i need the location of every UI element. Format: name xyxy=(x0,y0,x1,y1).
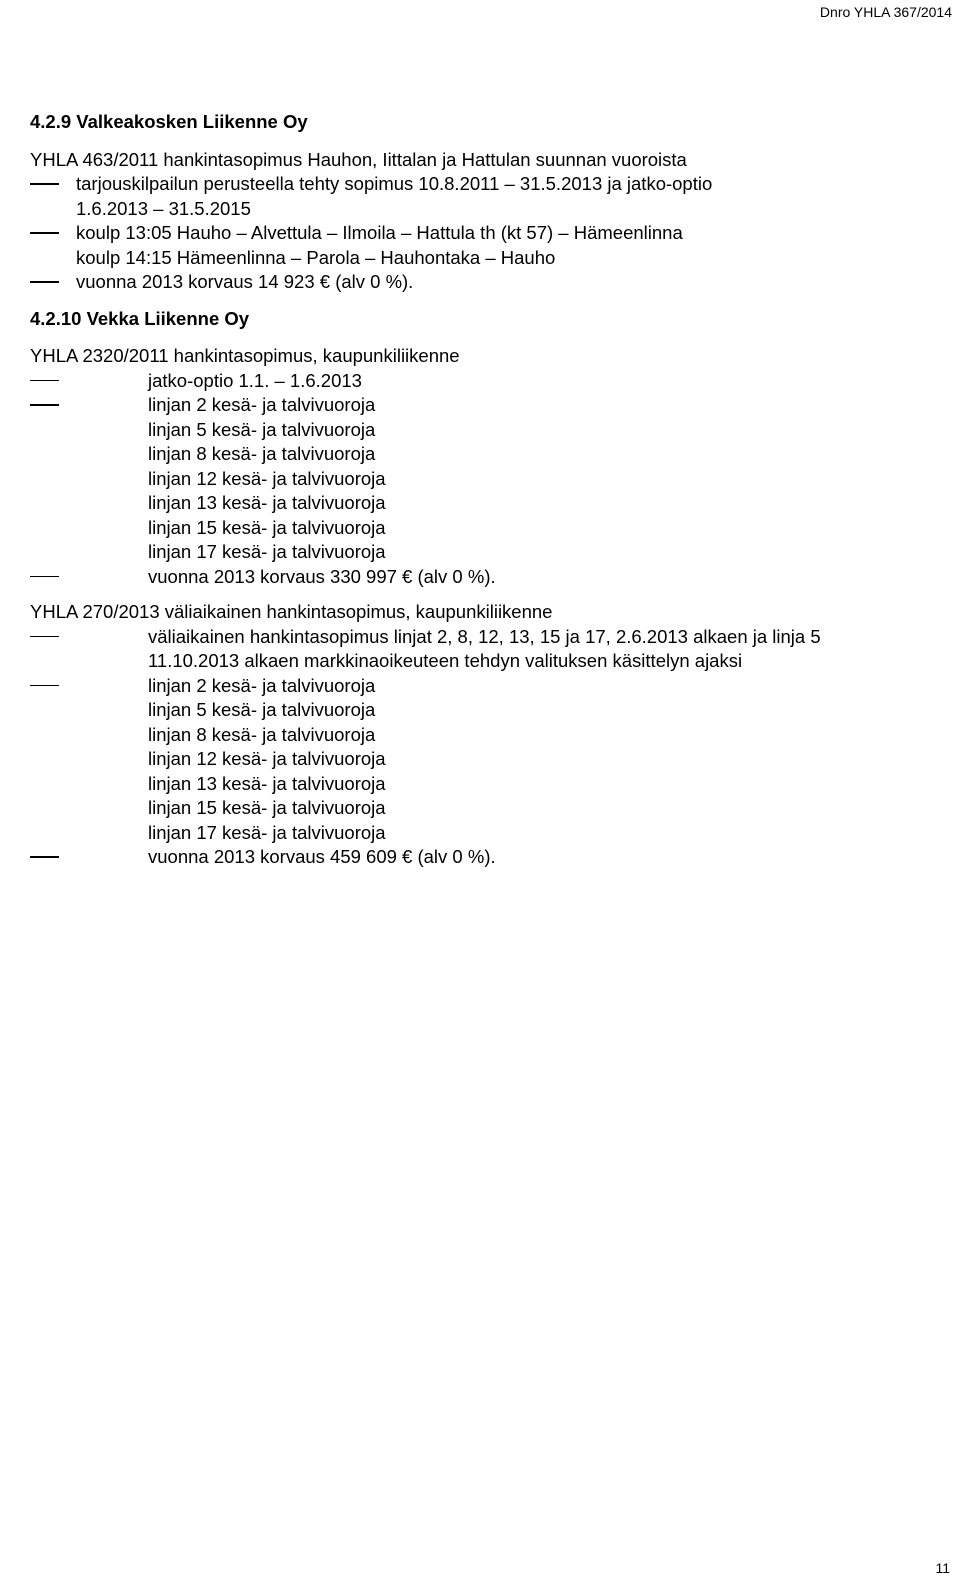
line-item: linjan 5 kesä- ja talvivuoroja xyxy=(148,418,376,440)
document-number: Dnro YHLA 367/2014 xyxy=(819,4,952,20)
line-item: linjan 12 kesä- ja talvivuoroja xyxy=(148,748,386,769)
line-item: linjan 8 kesä- ja talvivuoroja xyxy=(148,723,376,745)
route-item: koulp 14:15 Hämeenlinna – Parola – Hauhontaka – Hauho xyxy=(76,246,556,268)
line-item: linjan 15 kesä- ja talvivuoroja xyxy=(148,516,386,538)
line-item: linjan 15 kesä- ja talvivuoroja xyxy=(148,797,386,818)
contract-title-463-2011: YHLA 463/2011 hankintasopimus Hauhon, Iittalan ja Hattulan suunnan vuoroista xyxy=(30,148,687,170)
compensation-2013: vuonna 2013 korvaus 459 609 € (alv 0 %). xyxy=(30,845,950,870)
line-item: linjan 13 kesä- ja talvivuoroja xyxy=(148,772,386,794)
section-heading-4-2-10: 4.2.10 Vekka Liikenne Oy xyxy=(30,307,250,329)
line-item: linjan 13 kesä- ja talvivuoroja xyxy=(148,492,386,513)
route-item: koulp 13:05 Hauho – Alvettula – Ilmoila – Hattula th (kt 57) – Hämeenlinna xyxy=(30,221,950,246)
line-item: linjan 12 kesä- ja talvivuoroja xyxy=(148,467,386,489)
compensation-2013: vuonna 2013 korvaus 14 923 € (alv 0 %). xyxy=(30,270,950,295)
line-item: linjan 17 kesä- ja talvivuoroja xyxy=(148,821,386,843)
option-period: 1.6.2013 – 31.5.2015 xyxy=(76,197,251,219)
contract-title-2320-2011: YHLA 2320/2011 hankintasopimus, kaupunkiliikenne xyxy=(30,345,460,366)
option-period: jatko-optio 1.1. – 1.6.2013 xyxy=(30,369,950,394)
page-number: 11 xyxy=(935,1560,950,1576)
contract-basis: tarjouskilpailun perusteella tehty sopimus 10.8.2011 – 31.5.2013 ja jatko-optio xyxy=(30,172,950,197)
line-item: linjan 17 kesä- ja talvivuoroja xyxy=(148,541,386,562)
compensation-2013: vuonna 2013 korvaus 330 997 € (alv 0 %). xyxy=(30,565,950,590)
document-body xyxy=(30,110,950,870)
section-heading-4-2-9: 4.2.9 Valkeakosken Liikenne Oy xyxy=(30,111,308,132)
line-item: linjan 8 kesä- ja talvivuoroja xyxy=(148,443,376,464)
line-item: linjan 2 kesä- ja talvivuoroja xyxy=(30,393,950,418)
contract-title-270-2013: YHLA 270/2013 väliaikainen hankintasopimus, kaupunkiliikenne xyxy=(30,601,553,622)
contract-description: 11.10.2013 alkaen markkinaoikeuteen tehdyn valituksen käsittelyn ajaksi xyxy=(148,650,743,671)
line-item: linjan 2 kesä- ja talvivuoroja xyxy=(30,674,950,699)
line-item: linjan 5 kesä- ja talvivuoroja xyxy=(148,699,376,720)
contract-description: väliaikainen hankintasopimus linjat 2, 8, 12, 13, 15 ja 17, 2.6.2013 alkaen ja linja 5 xyxy=(30,625,950,650)
